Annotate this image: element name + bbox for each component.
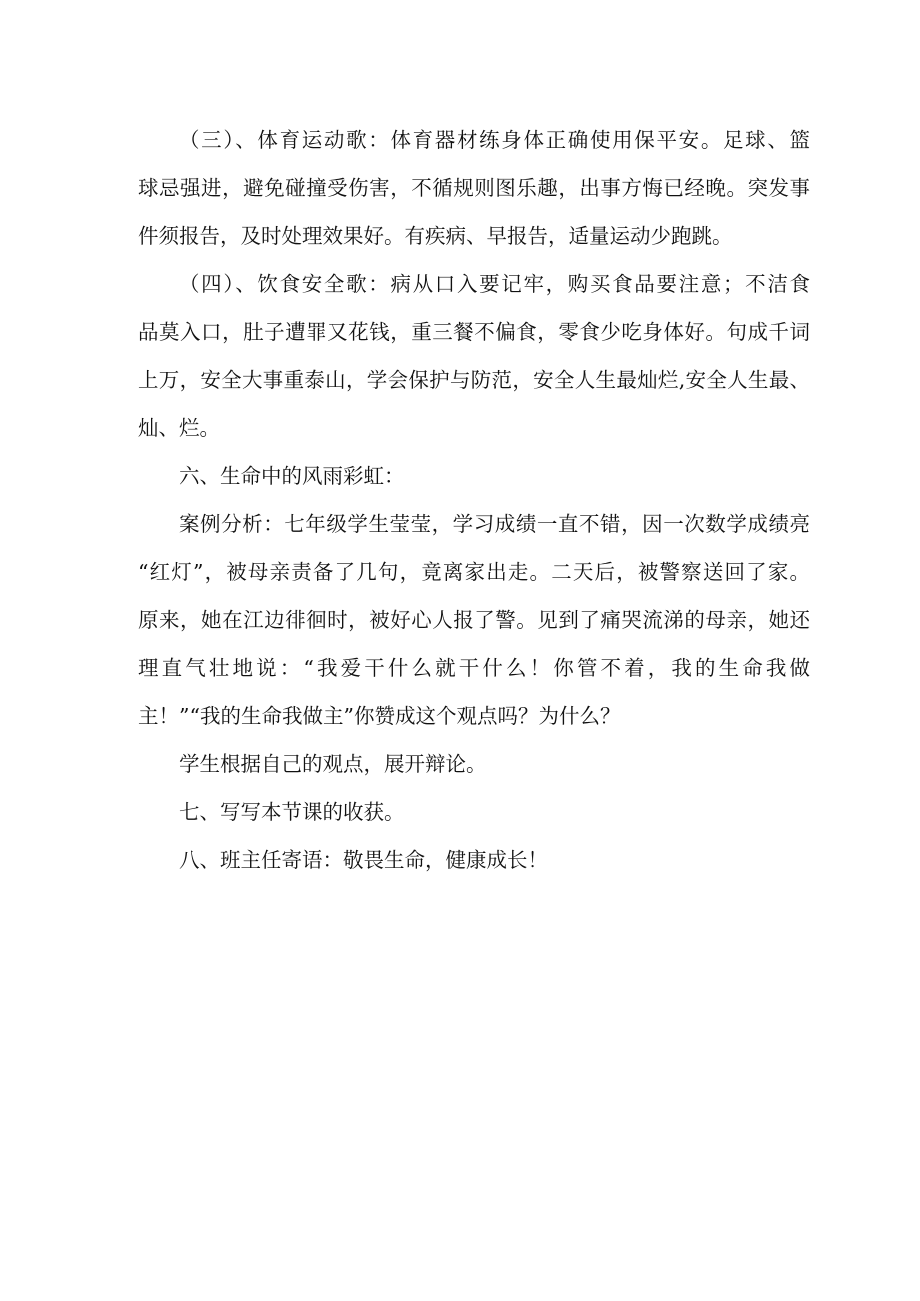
text-line: （四）、饮食安全歌：病从口入要记牢，购买食品要注意；不洁食 (179, 272, 810, 296)
heading-line: 六、生命中的风雨彩虹： (179, 464, 405, 488)
section-eight-heading (138, 836, 810, 884)
text-line: 案例分析：七年级学生莹莹，学习成绩一直不错，因一次数学成绩亮 (179, 512, 810, 536)
text-line: 上万，安全大事重泰山，学会保护与防范，安全人生最灿烂,安全人生最、 (138, 368, 810, 392)
text-line: 球忌强进，避免碰撞受伤害，不循规则图乐趣，出事方悔已经晚。突发事 (138, 176, 810, 200)
paragraph-debate (138, 740, 810, 788)
paragraph-case-analysis (138, 500, 810, 740)
text-line: 原来，她在江边徘徊时，被好心人报了警。见到了痛哭流涕的母亲，她还 (138, 608, 810, 632)
heading-line: 七、写写本节课的收获。 (179, 800, 405, 824)
paragraph-food-safety-song (138, 260, 810, 452)
text-line: 品莫入口，肚子遭罪又花钱，重三餐不偏食，零食少吃身体好。句成千词 (138, 320, 810, 344)
section-seven-heading (138, 788, 810, 836)
text-line: （三）、体育运动歌：体育器材练身体正确使用保平安。足球、篮 (179, 128, 810, 152)
paragraph-sports-song (138, 116, 810, 260)
text-line: 灿、烂。 (138, 416, 220, 440)
document-body (138, 116, 810, 884)
text-line: 学生根据自己的观点，展开辩论。 (179, 752, 487, 776)
text-line: 主！”“我的生命我做主”你赞成这个观点吗？为什么？ (138, 704, 621, 728)
text-line: 理直气壮地说：“我爱干什么就干什么！你管不着，我的生命我做 (138, 656, 810, 680)
text-line: “红灯”，被母亲责备了几句，竟离家出走。二天后，被警察送回了家。 (138, 560, 810, 584)
heading-line: 八、班主任寄语：敬畏生命，健康成长！ (179, 848, 548, 872)
section-six-heading (138, 452, 810, 500)
text-line: 件须报告，及时处理效果好。有疾病、早报告，适量运动少跑跳。 (138, 224, 733, 248)
